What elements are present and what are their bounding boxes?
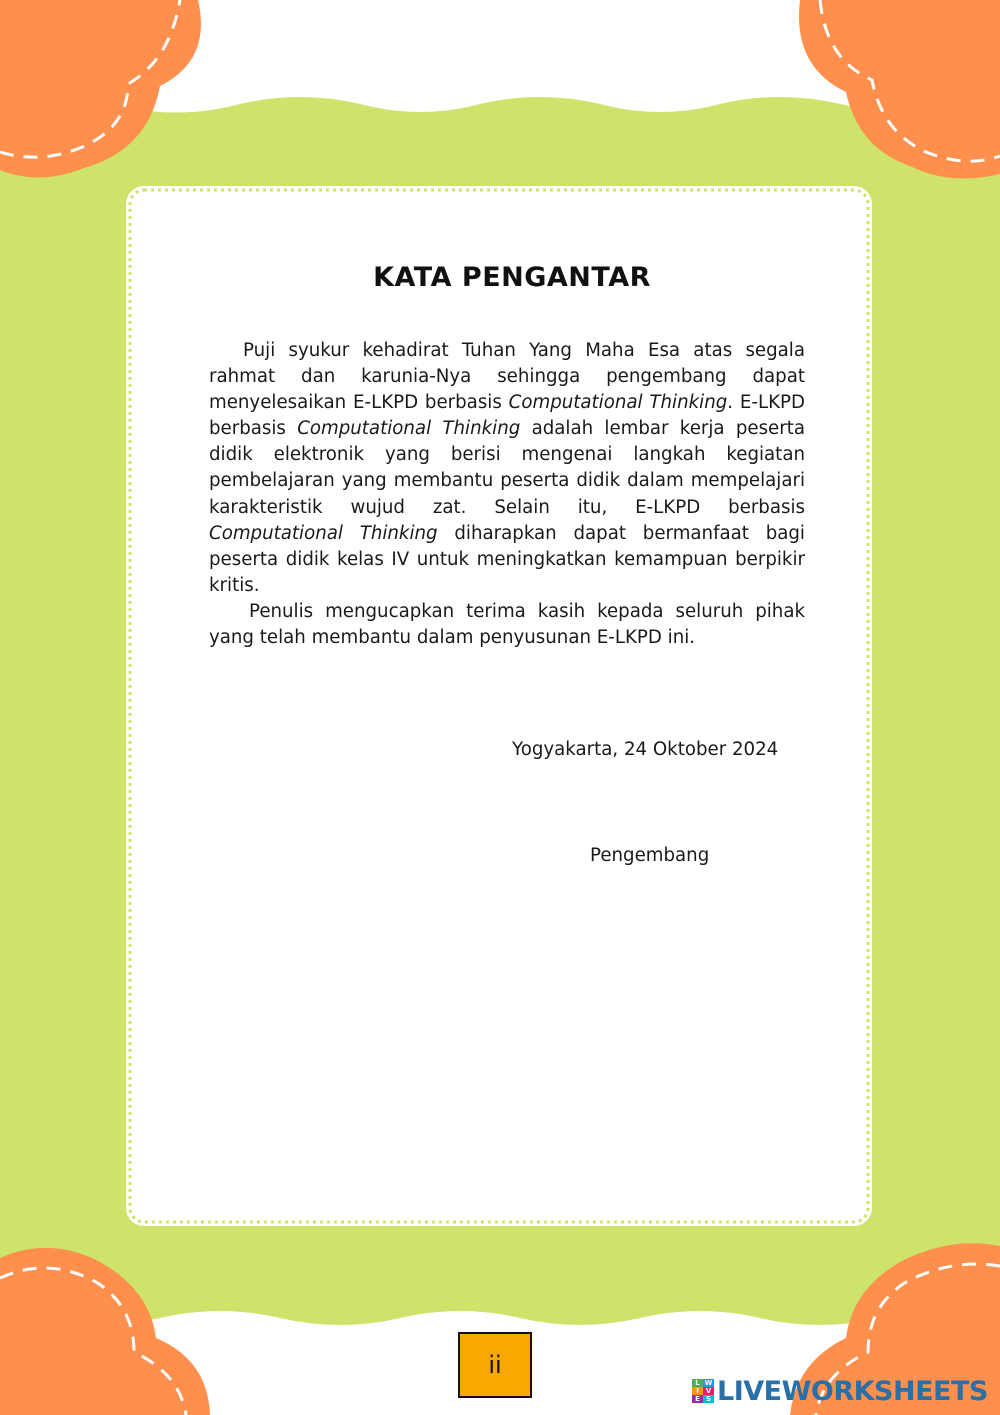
foreword-paragraph-1: Puji syukur kehadirat Tuhan Yang Maha Esa atas segala rahmat dan karunia-Nya sehingga pengembang dapat menyelesaikan E-LKPD berbasis Computational Thinking. E-LKPD berbasis Computational Thinking adalah lembar kerja peserta didik elektronik yang berisi mengenai langkah kegiatan pembelajaran yang membantu peserta didik dalam mempelajari karakteristik wujud zat. Selain itu, E-LKPD berbasis Computational Thinking diharapkan dapat bermanfaat bagi peserta didik kelas IV untuk meningkatkan kemampuan berpikir kritis. bbox=[209, 340, 805, 596]
liveworksheets-logo-icon: L W I V E S bbox=[692, 1379, 714, 1403]
liveworksheets-brand-text: LIVEWORKSHEETS bbox=[717, 1375, 988, 1407]
foreword-paragraph-2: Penulis mengucapkan terima kasih kepada seluruh pihak yang telah membantu dalam penyusunan E-LKPD ini. bbox=[209, 600, 805, 649]
page-title: KATA PENGANTAR bbox=[373, 262, 651, 293]
signer-label: Pengembang bbox=[590, 845, 710, 866]
page-number-badge bbox=[458, 1332, 532, 1398]
foreword-body bbox=[209, 338, 805, 651]
place-date: Yogyakarta, 24 Oktober 2024 bbox=[512, 739, 779, 760]
page-number: ii bbox=[488, 1351, 502, 1379]
liveworksheets-watermark[interactable] bbox=[692, 1374, 988, 1408]
